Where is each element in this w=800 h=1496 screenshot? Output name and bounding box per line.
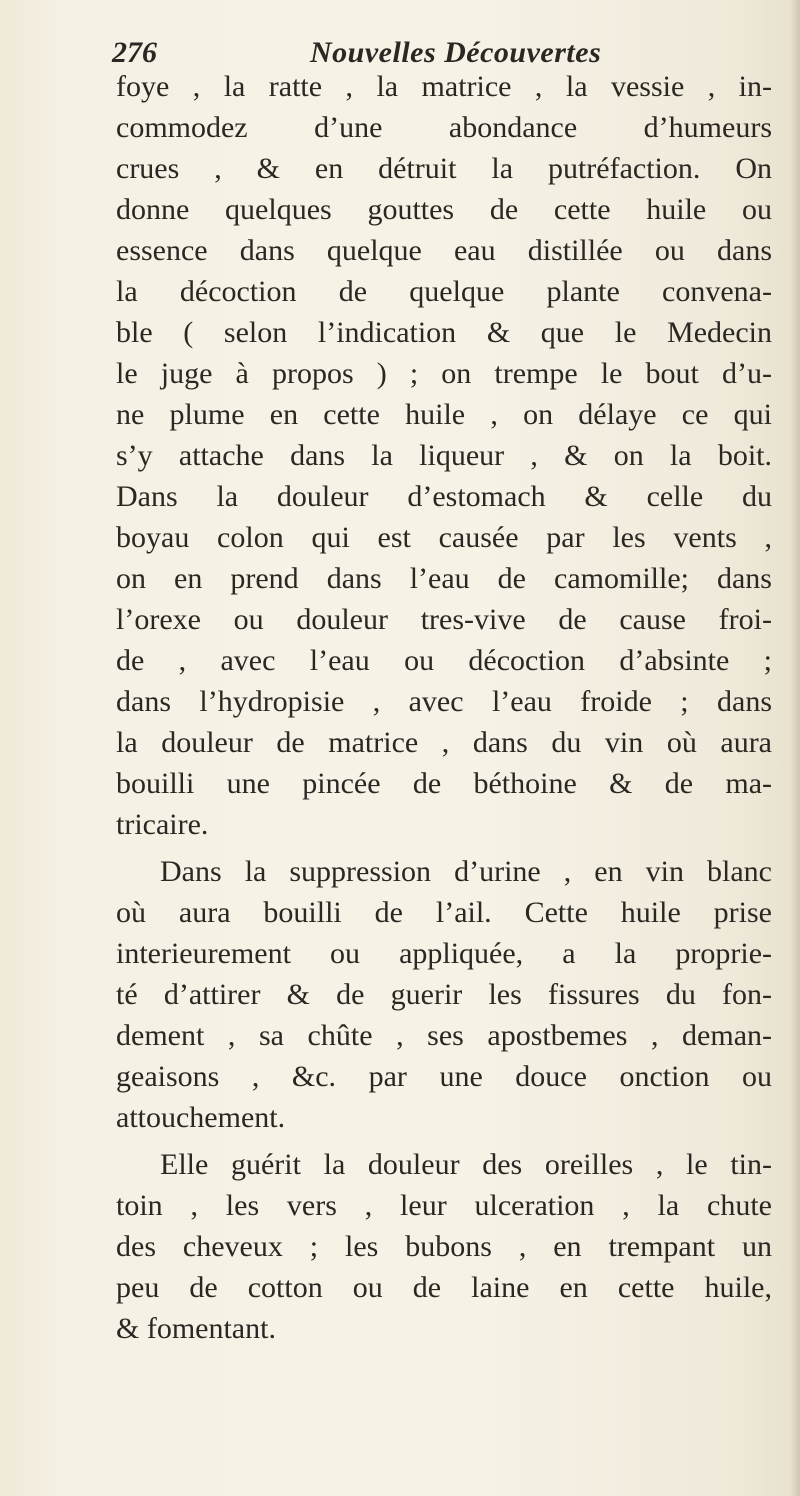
text-line: geaisons , &c. par une douce onction ou [116, 1060, 772, 1093]
text-line: Dans la suppression d’urine , en vin blanc [160, 855, 772, 888]
text-line: crues , & en détruit la putréfaction. On [116, 152, 772, 185]
text-line: Elle guérit la douleur des oreilles , le tin- [160, 1148, 772, 1181]
text-line: peu de cotton ou de laine en cette huile, [116, 1271, 772, 1304]
text-line: où aura bouilli de l’ail. Cette huile prise [116, 896, 772, 929]
text-line: dement , sa chûte , ses apostbemes , deman- [116, 1019, 772, 1052]
page-edge-shadow [790, 0, 800, 1496]
text-line: boyau colon qui est causée par les vents , [116, 521, 772, 554]
text-line: donne quelques gouttes de cette huile ou [116, 193, 772, 226]
running-title: Nouvelles Découvertes [310, 36, 602, 69]
body-text [116, 66, 772, 1349]
text-line: le juge à propos ) ; on trempe le bout d’u- [116, 357, 772, 390]
text-line: commodez d’une abondance d’humeurs [116, 111, 772, 144]
text-line: attouchement. [116, 1101, 286, 1134]
text-line: toin , les vers , leur ulceration , la chute [116, 1189, 772, 1222]
text-line: ne plume en cette huile , on délaye ce qui [116, 398, 772, 431]
text-line: té d’attirer & de guerir les fissures du fon- [116, 978, 772, 1011]
text-line: & fomentant. [116, 1312, 276, 1345]
text-line: foye , la ratte , la matrice , la vessie , in- [116, 70, 772, 103]
text-line: s’y attache dans la liqueur , & on la boit. [116, 439, 772, 472]
text-line: Dans la douleur d’estomach & celle du [116, 480, 772, 513]
text-line: la douleur de matrice , dans du vin où aura [116, 726, 772, 759]
text-line: interieurement ou appliquée, a la proprie- [116, 937, 772, 970]
text-line: essence dans quelque eau distillée ou dans [116, 234, 772, 267]
page-number: 276 [112, 36, 157, 69]
text-line: ble ( selon l’indication & que le Medecin [116, 316, 772, 349]
text-line: la décoction de quelque plante convena- [116, 275, 772, 308]
text-line: dans l’hydropisie , avec l’eau froide ; dans [116, 685, 772, 718]
text-line: des cheveux ; les bubons , en trempant un [116, 1230, 772, 1263]
text-line: on en prend dans l’eau de camomille; dans [116, 562, 772, 595]
text-line: l’orexe ou douleur tres-vive de cause froi- [116, 603, 772, 636]
text-line: tricaire. [116, 808, 209, 841]
text-line: bouilli une pincée de béthoine & de ma- [116, 767, 772, 800]
text-line: de , avec l’eau ou décoction d’absinte ; [116, 644, 772, 677]
